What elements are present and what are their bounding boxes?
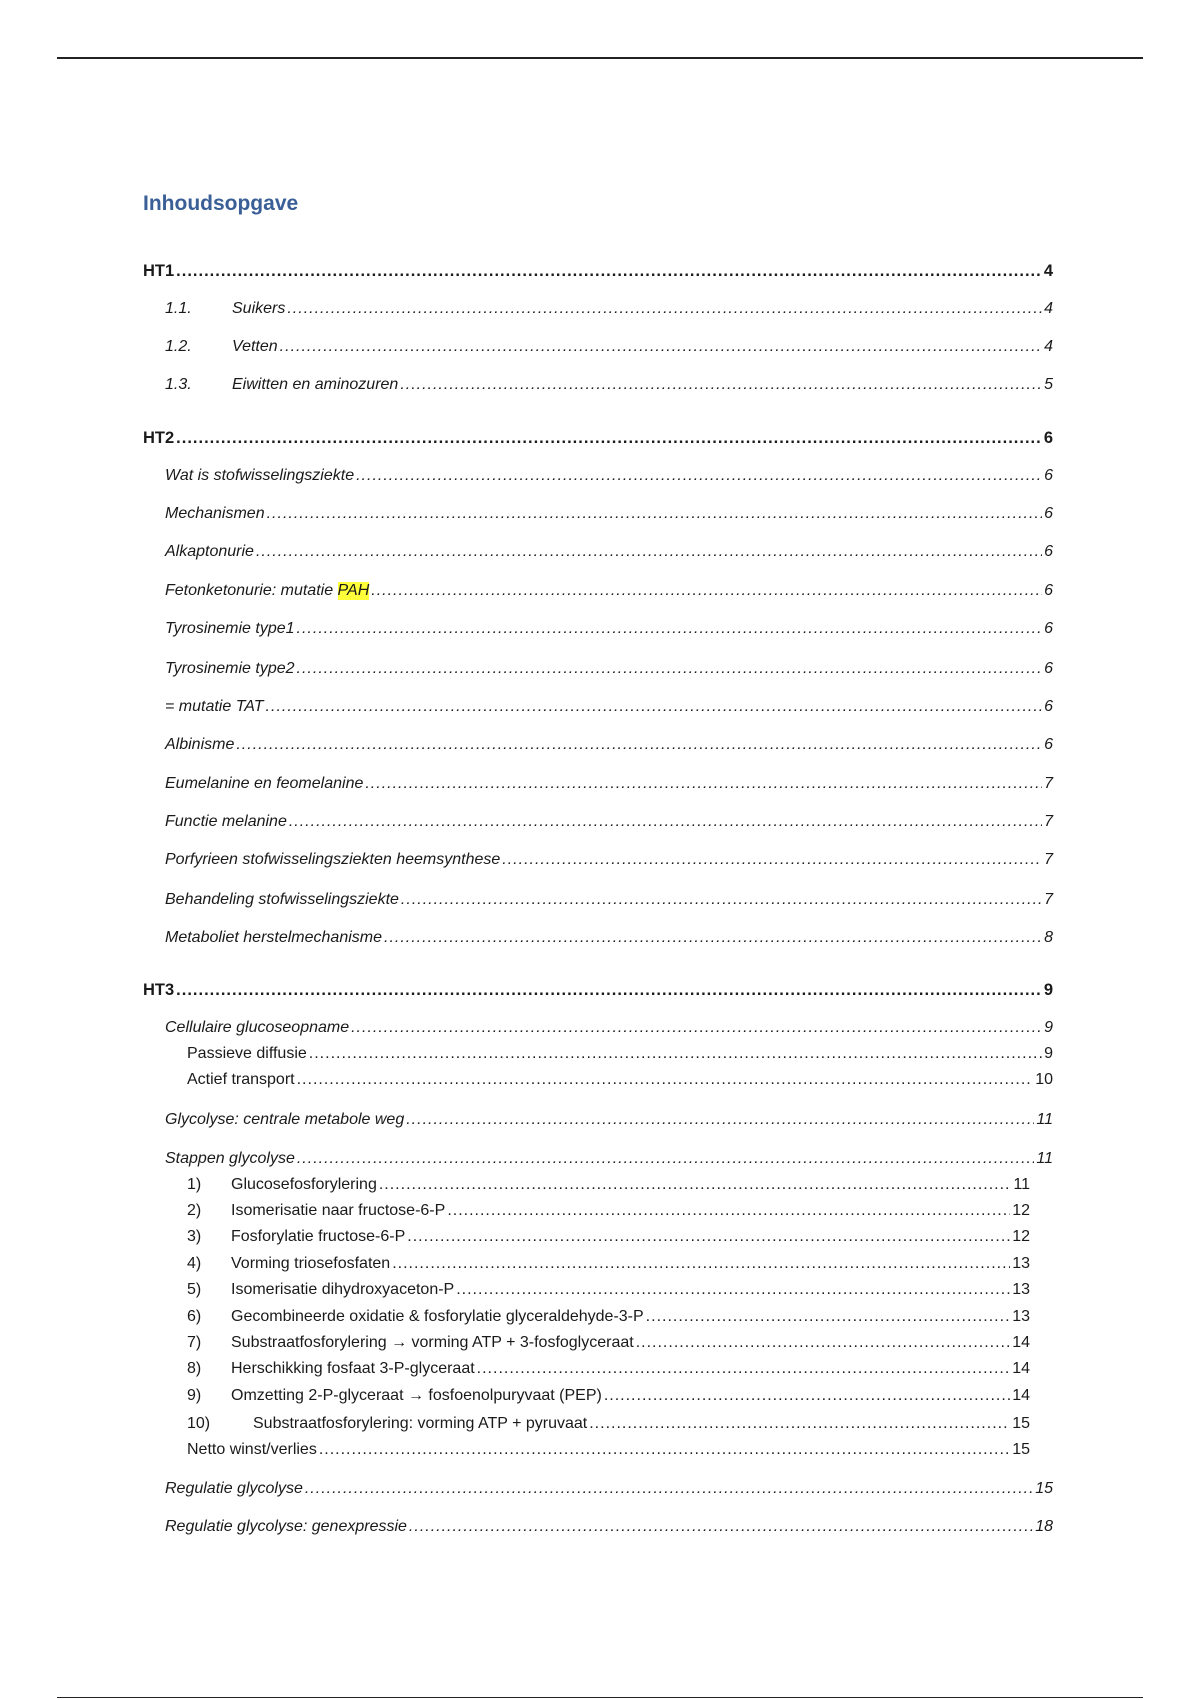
dot-leader (176, 981, 1042, 1000)
toc-entry[interactable] (165, 813, 1053, 837)
toc-entry[interactable] (187, 1281, 1030, 1305)
toc-entry-number: 4) (187, 1255, 202, 1272)
toc-entry-page: 15 (1035, 1480, 1053, 1497)
bottom-rule (57, 1697, 1143, 1698)
toc-entry[interactable] (165, 891, 1053, 915)
toc-entry-label: HT3 (143, 981, 175, 999)
toc-entry-number: 3) (187, 1228, 202, 1245)
toc-entry[interactable] (165, 376, 1053, 400)
toc-entry-label: Stappen glycolyse (165, 1150, 295, 1167)
dot-leader (176, 262, 1042, 281)
toc-entry-page: 10 (1035, 1071, 1053, 1088)
toc-entry-page: 18 (1035, 1518, 1053, 1535)
toc-entry-page: 14 (1012, 1360, 1030, 1377)
toc-entry-page: 7 (1044, 813, 1053, 830)
toc-entry[interactable] (187, 1334, 1030, 1358)
dot-leader (604, 1387, 1010, 1405)
toc-entry-page: 11 (1036, 1150, 1053, 1167)
toc-entry[interactable] (165, 300, 1053, 324)
toc-entry-page: 6 (1043, 429, 1053, 447)
toc-entry[interactable] (165, 467, 1053, 491)
toc-entry[interactable] (187, 1202, 1030, 1226)
toc-entry-page: 13 (1012, 1308, 1030, 1325)
dot-leader (371, 582, 1042, 600)
toc-entry[interactable] (143, 429, 1053, 453)
toc-entry-number: 1.2. (165, 338, 192, 355)
toc-entry-label: Herschikking fosfaat 3-P-glyceraat (231, 1360, 475, 1377)
dot-leader (236, 736, 1042, 754)
toc-entry[interactable] (165, 775, 1053, 799)
toc-entry-label: Substraatfosforylering: vorming ATP + pyruvaat (253, 1415, 588, 1432)
dot-leader (379, 1176, 1012, 1194)
toc-entry[interactable] (165, 929, 1053, 953)
toc-entry-label: Albinisme (165, 736, 235, 753)
toc-entry-label: Passieve diffusie (187, 1045, 307, 1062)
toc-entry[interactable] (165, 620, 1053, 644)
toc-entry-label: Regulatie glycolyse: genexpressie (165, 1518, 407, 1535)
dot-leader (646, 1308, 1011, 1326)
toc-entry-page: 12 (1012, 1202, 1030, 1219)
toc-entry[interactable] (187, 1176, 1030, 1200)
toc-entry-label: Vetten (232, 338, 278, 355)
dot-leader (409, 1518, 1033, 1536)
dot-leader (447, 1202, 1010, 1220)
dot-leader (297, 1150, 1035, 1168)
toc-entry-label: Netto winst/verlies (187, 1441, 317, 1458)
toc-entry-page: 4 (1044, 338, 1053, 355)
toc-entry-label: Omzetting 2-P-glyceraat → fosfoenolpuryvaat (PEP) (231, 1387, 602, 1404)
toc-entry-label: Suikers (232, 300, 286, 317)
toc-entry-number: 7) (187, 1334, 202, 1351)
dot-leader (456, 1281, 1010, 1299)
toc-entry-page: 4 (1044, 300, 1053, 317)
toc-entry-label: = mutatie TAT (165, 698, 264, 715)
dot-leader (477, 1360, 1011, 1378)
toc-entry-page: 6 (1044, 736, 1053, 753)
toc-entry-label: HT1 (143, 262, 175, 280)
toc-entry[interactable] (165, 582, 1053, 606)
dot-leader (297, 660, 1043, 678)
toc-entry[interactable] (143, 981, 1053, 1005)
toc-entry-number: 2) (187, 1202, 202, 1219)
top-rule (57, 57, 1143, 59)
toc-entry[interactable] (165, 851, 1053, 875)
toc-entry[interactable] (165, 543, 1053, 567)
dot-leader (309, 1045, 1042, 1063)
toc-entry-label: Eiwitten en aminozuren (232, 376, 399, 393)
dot-leader (297, 1071, 1034, 1089)
toc-entry-label: Alkaptonurie (165, 543, 254, 560)
toc-entry-label: Tyrosinemie type1 (165, 620, 295, 637)
toc-entry[interactable] (143, 262, 1053, 286)
toc-entry-page: 6 (1044, 582, 1053, 599)
toc-entry-page: 6 (1044, 467, 1053, 484)
toc-entry-label: Metaboliet herstelmechanisme (165, 929, 382, 946)
dot-leader (392, 1255, 1010, 1273)
toc-entry-label: HT2 (143, 429, 175, 447)
dot-leader (400, 376, 1042, 394)
toc-entry-number: 9) (187, 1387, 202, 1404)
toc-entry[interactable] (165, 1111, 1053, 1135)
toc-entry[interactable] (165, 338, 1053, 362)
toc-entry-page: 6 (1044, 620, 1053, 637)
toc-entry-page: 9 (1044, 1045, 1053, 1062)
toc-entry-page: 9 (1044, 1019, 1053, 1036)
dot-leader (589, 1415, 1010, 1433)
toc-entry-page: 7 (1044, 775, 1053, 792)
toc-entry-page: 5 (1044, 376, 1053, 393)
toc-entry-page: 11 (1013, 1176, 1030, 1193)
toc-entry-label: Substraatfosforylering → vorming ATP + 3-fosfoglyceraat (231, 1334, 634, 1351)
dot-leader (256, 543, 1042, 561)
toc-entry-number: 1.1. (165, 300, 192, 317)
toc-entry[interactable] (165, 1518, 1053, 1542)
dot-leader (407, 1228, 1010, 1246)
toc-entry-number: 5) (187, 1281, 202, 1298)
toc-entry-label: Regulatie glycolyse (165, 1480, 303, 1497)
toc-entry-label: Gecombineerde oxidatie & fosforylatie glyceraldehyde-3-P (231, 1308, 644, 1325)
toc-entry-label: Isomerisatie naar fructose-6-P (231, 1202, 446, 1219)
dot-leader (266, 698, 1043, 716)
toc-entry-page: 14 (1012, 1387, 1030, 1404)
toc-entry[interactable] (187, 1071, 1053, 1095)
toc-entry-label: Mechanismen (165, 505, 265, 522)
dot-leader (365, 775, 1042, 793)
dot-leader (384, 929, 1042, 947)
toc-entry-page: 11 (1036, 1111, 1053, 1128)
toc-entry[interactable] (187, 1415, 1030, 1439)
toc-title: Inhoudsopgave (143, 192, 299, 215)
toc-entry-page: 13 (1012, 1281, 1030, 1298)
toc-entry-number: 8) (187, 1360, 202, 1377)
toc-entry-label: Porfyrieen stofwisselingsziekten heemsynthese (165, 851, 501, 868)
toc-entry-page: 13 (1012, 1255, 1030, 1272)
toc-entry-page: 15 (1012, 1415, 1030, 1432)
toc-entry[interactable] (165, 736, 1053, 760)
dot-leader (267, 505, 1042, 523)
toc-entry-page: 6 (1044, 543, 1053, 560)
dot-leader (356, 467, 1042, 485)
toc-entry-number: 10) (187, 1415, 211, 1432)
toc-entry-label: Glucosefosforylering (231, 1176, 377, 1193)
toc-entry-label: Isomerisatie dihydroxyaceton-P (231, 1281, 455, 1298)
highlighted-text: PAH (337, 582, 370, 599)
toc-entry-label: Eumelanine en feomelanine (165, 775, 364, 792)
toc-entry-page: 14 (1012, 1334, 1030, 1351)
toc-entry-page: 6 (1044, 660, 1053, 677)
toc-entry-page: 8 (1044, 929, 1053, 946)
toc-entry-page: 9 (1043, 981, 1053, 999)
toc-entry-page: 6 (1044, 698, 1053, 715)
dot-leader (401, 891, 1042, 909)
toc-entry-label: Cellulaire glucoseopname (165, 1019, 350, 1036)
toc-entry[interactable] (187, 1387, 1030, 1411)
toc-entry-page: 15 (1012, 1441, 1030, 1458)
dot-leader (406, 1111, 1034, 1129)
toc-entry[interactable] (165, 1019, 1053, 1043)
toc-entry[interactable] (165, 660, 1053, 684)
toc-entry[interactable] (165, 698, 1053, 722)
dot-leader (636, 1334, 1011, 1352)
toc-entry-label: Tyrosinemie type2 (165, 660, 295, 677)
toc-entry-number: 1.3. (165, 376, 192, 393)
toc-entry-number: 1) (187, 1176, 202, 1193)
toc-entry[interactable] (187, 1255, 1030, 1279)
toc-entry-page: 12 (1012, 1228, 1030, 1245)
dot-leader (176, 429, 1042, 448)
dot-leader (287, 300, 1042, 318)
dot-leader (351, 1019, 1042, 1037)
dot-leader (289, 813, 1042, 831)
dot-leader (297, 620, 1043, 638)
toc-entry-page: 7 (1044, 851, 1053, 868)
toc-entry-label: Wat is stofwisselingsziekte (165, 467, 355, 484)
toc-entry[interactable] (165, 505, 1053, 529)
toc-entry-label: Fetonketonurie: mutatie (165, 582, 334, 599)
toc-entry-number: 6) (187, 1308, 202, 1325)
dot-leader (319, 1441, 1010, 1459)
toc-entry-page: 4 (1043, 262, 1053, 280)
toc-entry[interactable] (187, 1228, 1030, 1252)
toc-entry[interactable] (165, 1480, 1053, 1504)
toc-entry[interactable] (187, 1360, 1030, 1384)
toc-entry[interactable] (187, 1045, 1053, 1069)
toc-entry-page: 7 (1044, 891, 1053, 908)
dot-leader (280, 338, 1042, 356)
toc-entry-label: Actief transport (187, 1071, 295, 1088)
toc-entry-label: Vorming triosefosfaten (231, 1255, 391, 1272)
dot-leader (502, 851, 1042, 869)
toc-entry-label: Functie melanine (165, 813, 287, 830)
toc-entry-label: Glycolyse: centrale metabole weg (165, 1111, 405, 1128)
toc-entry-page: 6 (1044, 505, 1053, 522)
toc-entry-label: Behandeling stofwisselingsziekte (165, 891, 399, 908)
toc-entry[interactable] (165, 1150, 1053, 1174)
toc-entry[interactable] (187, 1308, 1030, 1332)
dot-leader (305, 1480, 1033, 1498)
toc-entry[interactable] (187, 1441, 1030, 1465)
toc-entry-label: Fosforylatie fructose-6-P (231, 1228, 406, 1245)
